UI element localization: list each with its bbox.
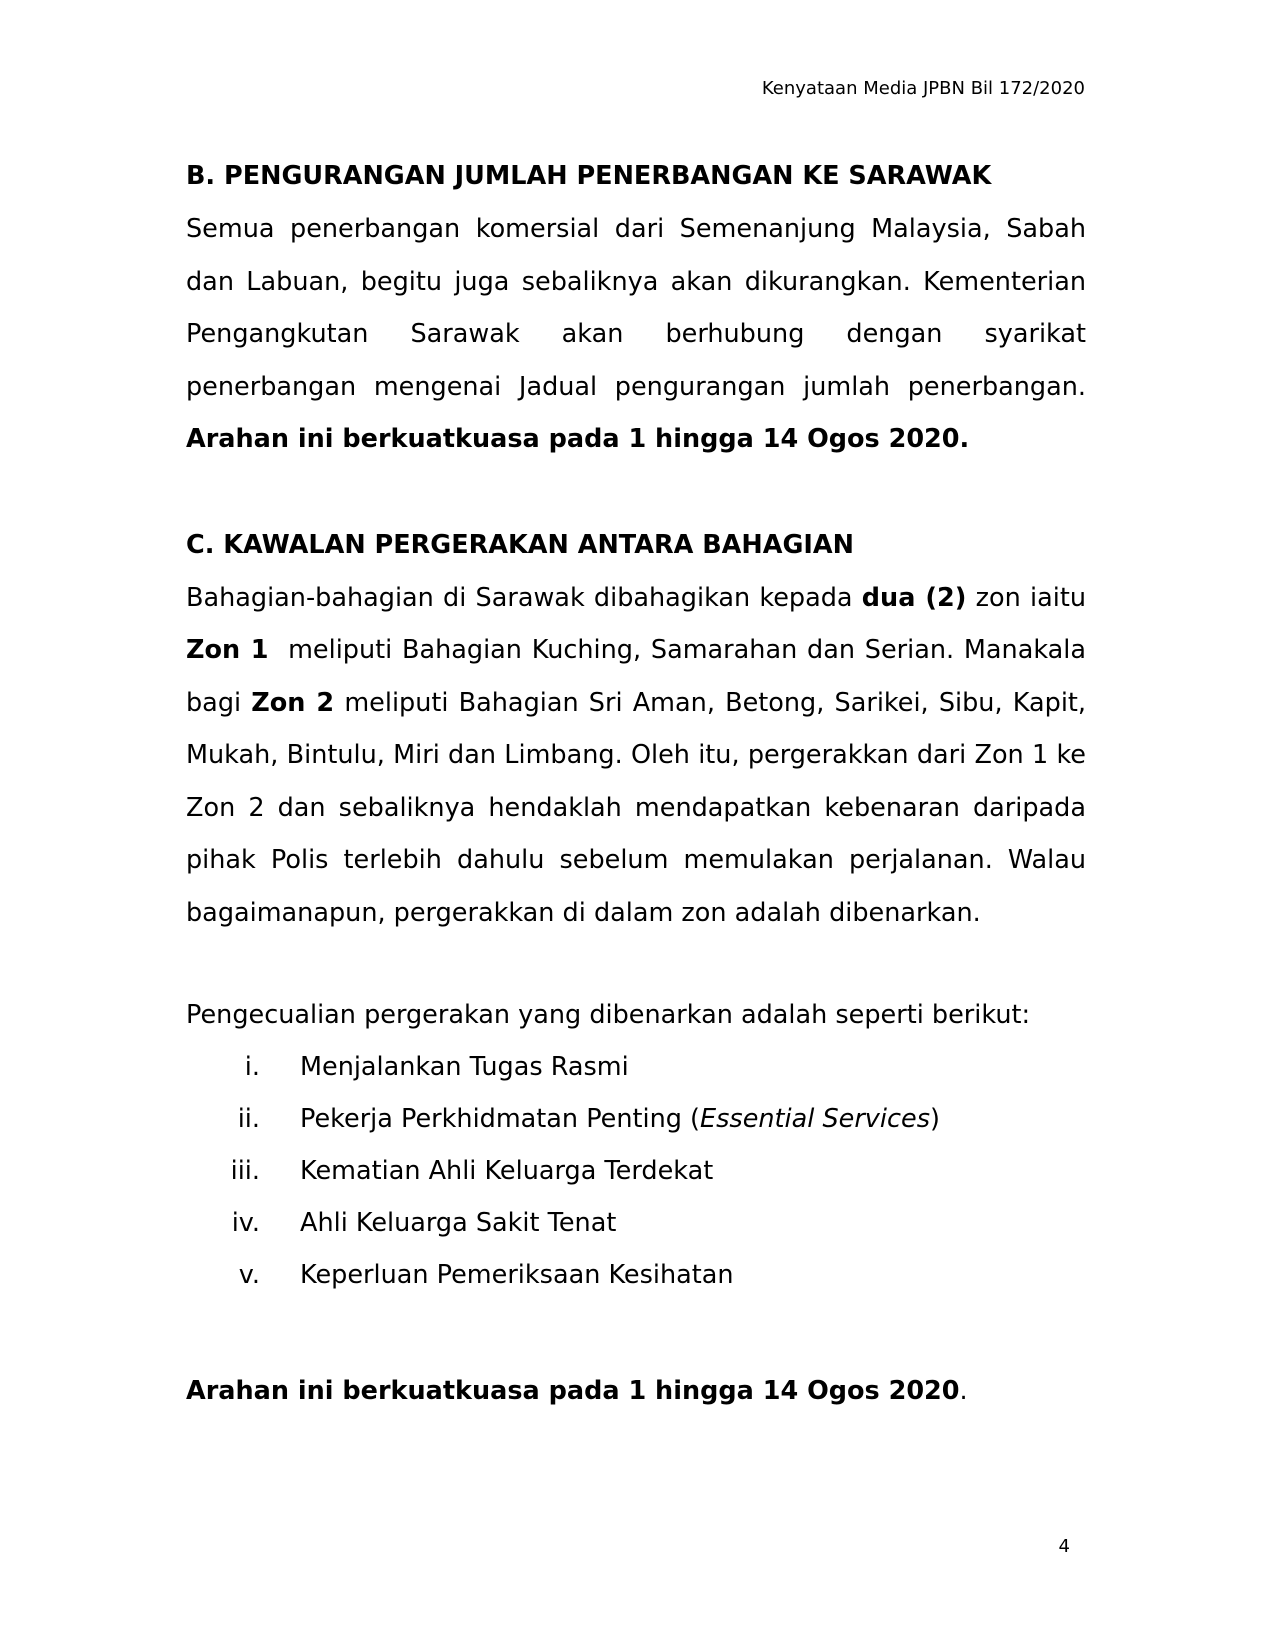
- section-c-zone-count: dua (2): [861, 582, 967, 613]
- section-b-paragraph: [186, 203, 1086, 466]
- list-item-text-a: Pekerja Perkhidmatan Penting (: [300, 1104, 701, 1134]
- section-c-text-2: zon iaitu: [975, 582, 1086, 613]
- document-header-ref: Kenyataan Media JPBN Bil 172/2020: [761, 78, 1085, 99]
- list-item-text: Ahli Keluarga Sakit Tenat: [300, 1208, 617, 1238]
- exceptions-lead: Pengecualian pergerakan yang dibenarkan adalah seperti berikut:: [186, 1000, 1031, 1030]
- section-b: [186, 150, 1086, 466]
- list-item-text-b: ): [929, 1104, 940, 1134]
- list-item-number: iii.: [230, 1156, 260, 1186]
- final-effective-note: [186, 1365, 1086, 1417]
- list-item-number: ii.: [237, 1104, 260, 1134]
- list-item: [186, 1249, 1086, 1301]
- list-item-text: Kematian Ahli Keluarga Terdekat: [300, 1156, 714, 1186]
- exceptions-section: [186, 989, 1086, 1301]
- list-item-text: Keperluan Pemeriksaan Kesihatan: [300, 1260, 734, 1290]
- exceptions-list: [186, 1041, 1086, 1301]
- list-item-number: i.: [244, 1052, 260, 1082]
- page-number: 4: [1058, 1536, 1070, 1557]
- document-body: [186, 150, 1086, 1443]
- list-item-text: Menjalankan Tugas Rasmi: [300, 1052, 629, 1082]
- zone-1-label: Zon 1: [186, 635, 269, 665]
- section-c-text-1: Bahagian-bahagian di Sarawak dibahagikan kepada: [186, 582, 853, 613]
- list-item: [186, 1093, 1086, 1145]
- section-c-text-4: meliputi Bahagian Sri Aman, Betong, Sarikei, Sibu, Kapit, Mukah, Bintulu, Miri dan Limbang. Oleh itu, pergerakkan dari Zon 1 ke Zon 2 dan sebaliknya hendaklah mendapatkan kebenaran daripada pihak Polis terlebih dahulu sebelum memulakan perjalanan. Walau bagaimanapun, pergerakkan di dalam zon adalah dibenarkan.: [186, 687, 1087, 928]
- section-b-heading: B. PENGURANGAN JUMLAH PENERBANGAN KE SARAWAK: [186, 161, 992, 191]
- list-item-number: v.: [238, 1260, 260, 1290]
- section-c: [186, 519, 1086, 940]
- section-b-text: Semua penerbangan komersial dari Semenanjung Malaysia, Sabah dan Labuan, begitu juga sebaliknya akan dikurangkan. Kementerian Pengangkutan Sarawak akan berhubung dengan syarikat penerbangan mengenai Jadual pengurangan jumlah penerbangan.: [186, 214, 1086, 402]
- list-item-text: [300, 1093, 1086, 1145]
- list-item-text-italic: Essential Services: [700, 1104, 930, 1134]
- zone-2-label: Zon 2: [251, 687, 335, 718]
- section-c-text-3: meliputi Bahagian Kuching, Samarahan dan Serian. Manakala bagi: [186, 635, 1086, 718]
- list-item: [186, 1197, 1086, 1249]
- list-item-number: iv.: [231, 1208, 260, 1238]
- section-c-paragraph: [186, 572, 1086, 940]
- list-item: [186, 1041, 1086, 1093]
- final-effective-tail: .: [959, 1376, 968, 1406]
- list-item: [186, 1145, 1086, 1197]
- section-b-effective-note: Arahan ini berkuatkuasa pada 1 hingga 14 Ogos 2020.: [186, 424, 970, 454]
- final-effective-bold: Arahan ini berkuatkuasa pada 1 hingga 14 Ogos 2020: [186, 1376, 960, 1406]
- section-c-heading: C. KAWALAN PERGERAKAN ANTARA BAHAGIAN: [186, 529, 854, 560]
